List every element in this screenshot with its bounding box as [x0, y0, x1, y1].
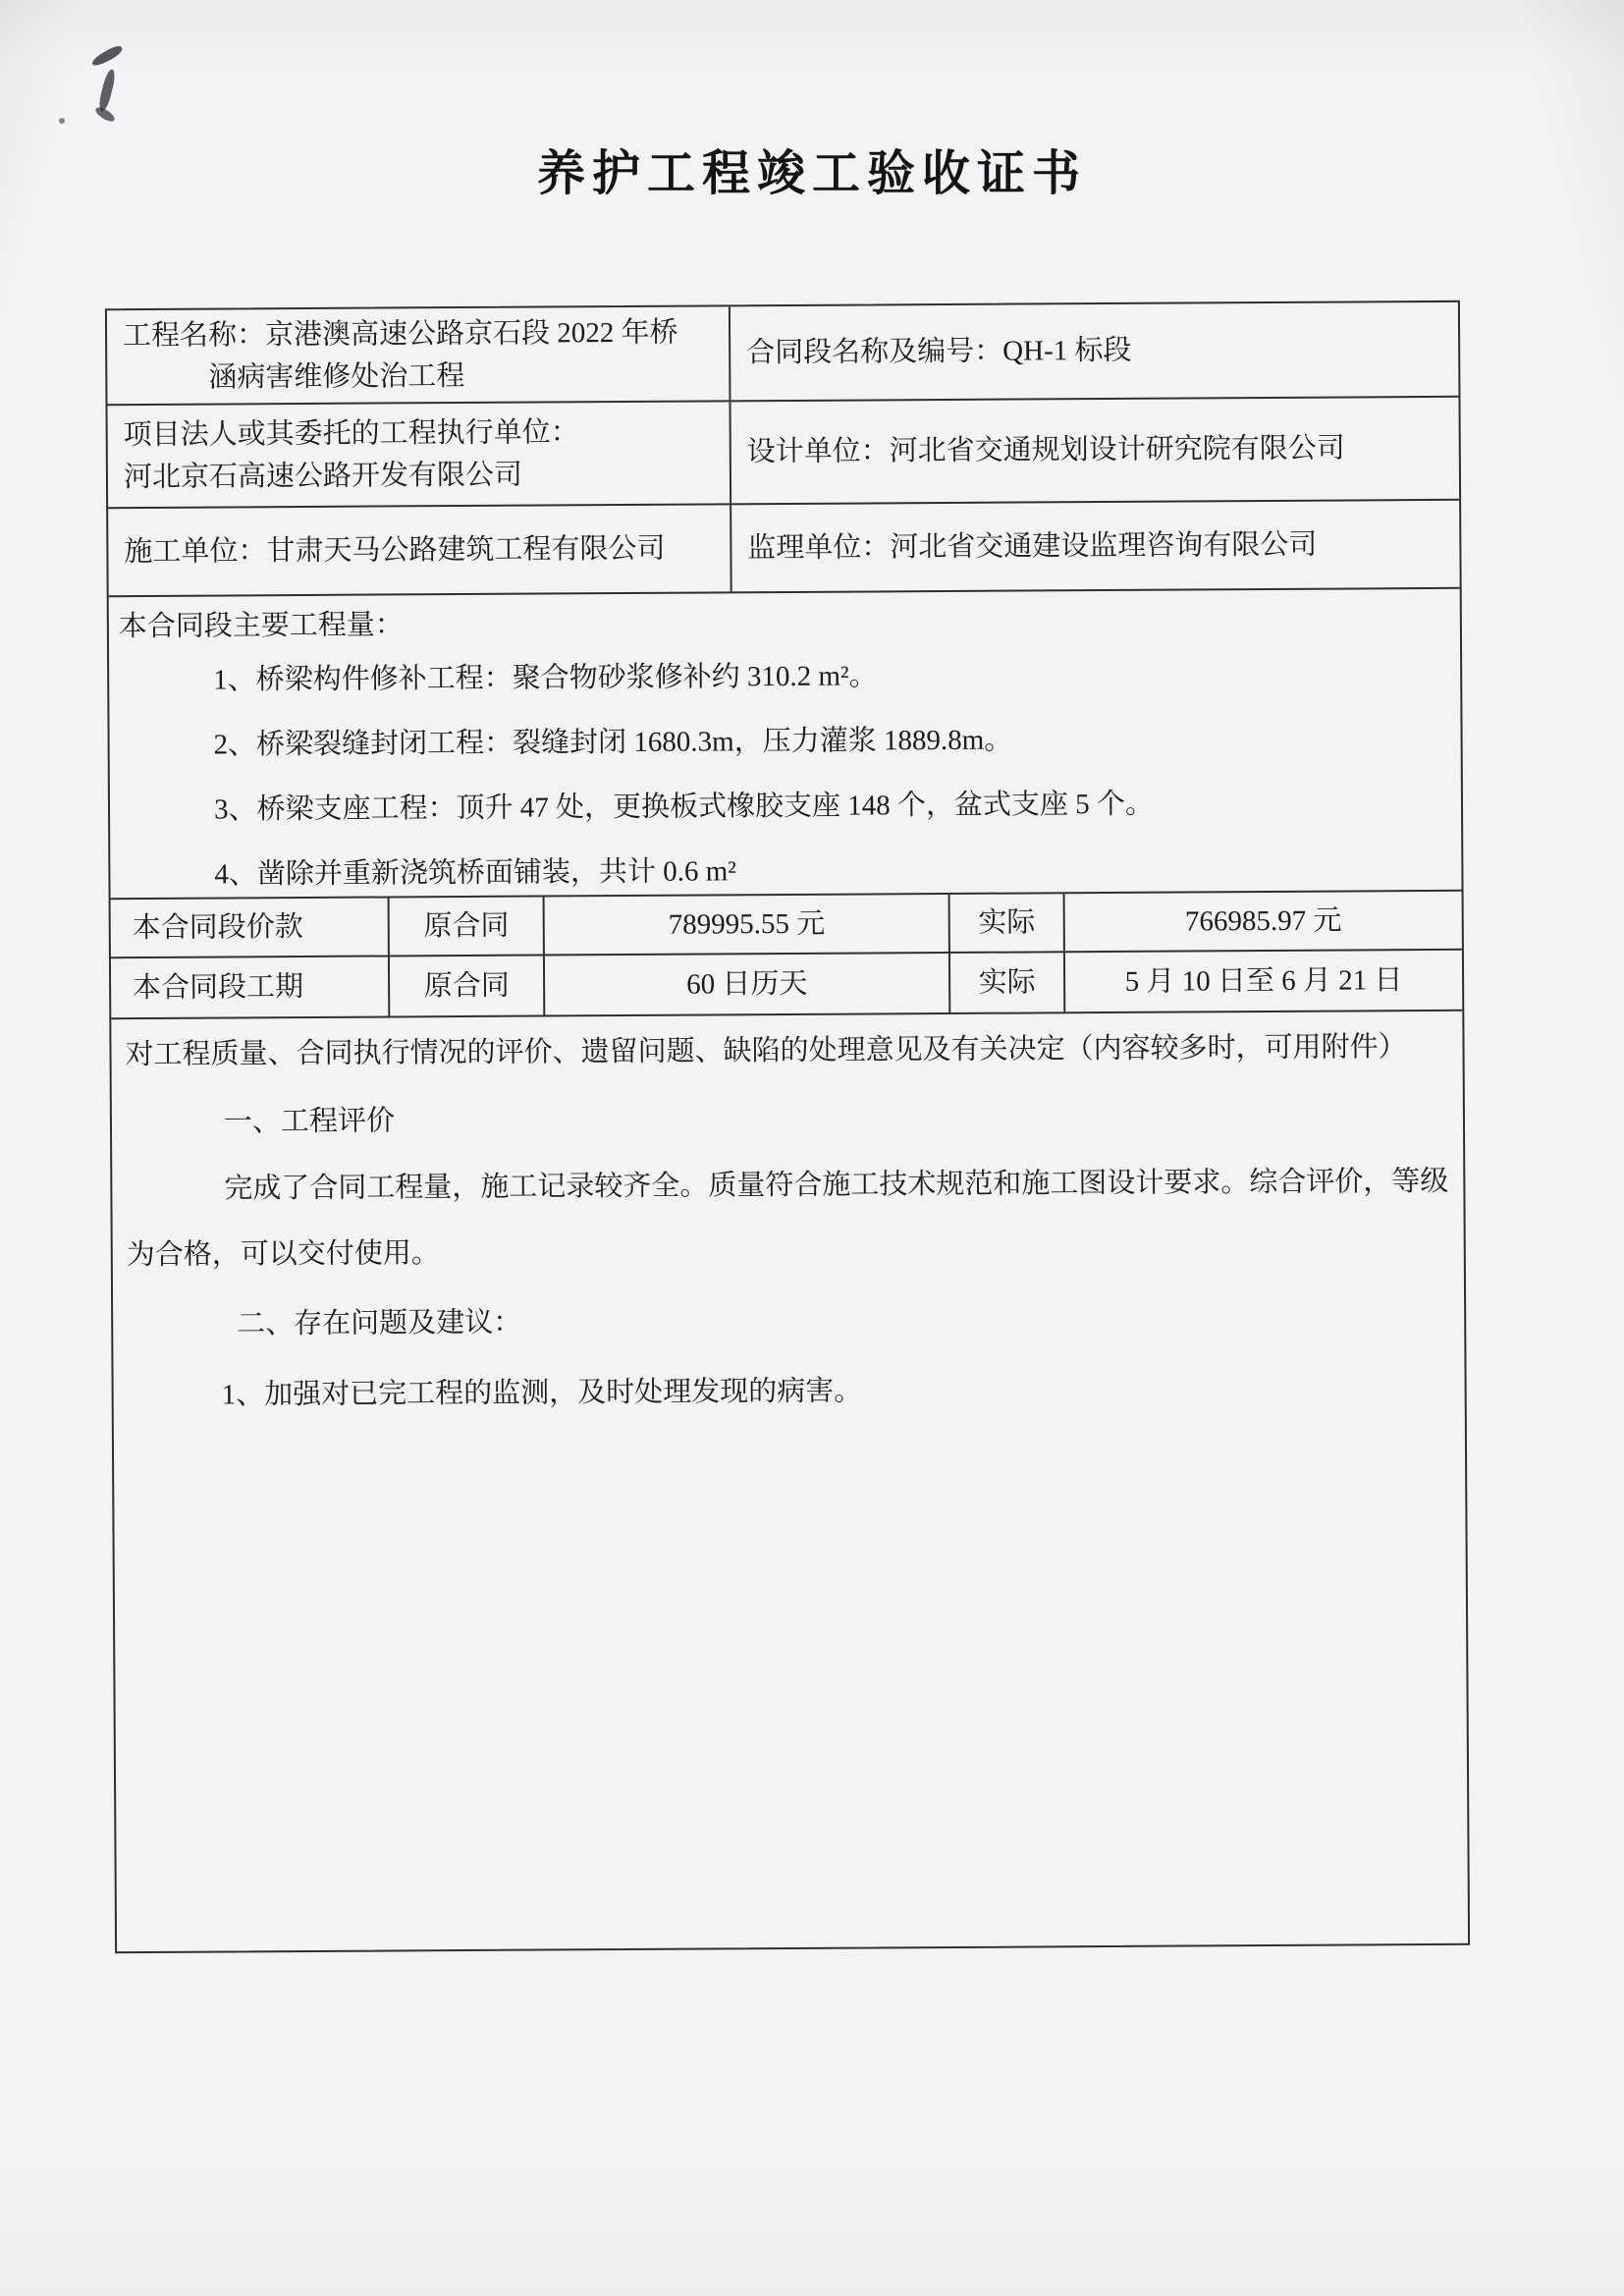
- evaluation-section2-title: 二、存在问题及建议：: [237, 1306, 522, 1340]
- price-actual-label-cell: 实际: [948, 894, 1063, 952]
- price-original-label-cell: 原合同: [388, 898, 544, 956]
- price-original-value-cell: 789995.55 元: [543, 895, 948, 955]
- evaluation-heading: 对工程质量、合同执行情况的评价、遗留问题、缺陷的处理意见及有关决定（内容较多时，可用附件）: [125, 1031, 1407, 1071]
- contract-section-cell: 合同段名称及编号：QH-1 标段: [729, 302, 1459, 401]
- page-title: 养护工程竣工验收证书: [536, 146, 1087, 200]
- price-label-cell: 本合同段价款: [132, 910, 303, 945]
- duration-label-cell: 本合同段工期: [133, 970, 304, 1005]
- supervision-unit-cell: 监理单位：河北省交通建设监理咨询有限公司: [730, 501, 1460, 592]
- quantity-item-2: 2、桥梁裂缝封闭工程：裂缝封闭 1680.3m，压力灌浆 1889.8m。: [213, 724, 1013, 761]
- price-actual-value-cell: 766985.97 元: [1063, 892, 1462, 951]
- scan-artifact: [90, 44, 125, 69]
- project-name-cell: 工程名称：京港澳高速公路京石段 2022 年桥 涵病害维修处治工程: [122, 317, 678, 394]
- acceptance-form-table: [105, 301, 1470, 1953]
- scan-artifact: [59, 118, 65, 124]
- quantity-item-4: 4、凿除并重新浇筑桥面铺装，共计 0.6 m²: [214, 855, 737, 891]
- duration-actual-value-cell: 5 月 10 日至 6 月 21 日: [1063, 951, 1462, 1011]
- row-contract-duration: [111, 949, 1462, 1017]
- quantities-heading: 本合同段主要工程量：: [118, 609, 404, 643]
- quantity-item-1: 1、桥梁构件修补工程：聚合物砂浆修补约 310.2 m²。: [213, 660, 878, 696]
- evaluation-section1-body: 完成了合同工程量，施工记录较齐全。质量符合施工技术规范和施工图设计要求。综合评价，等级为合格，可以交付使用。: [126, 1165, 1449, 1272]
- row-main-quantities: [109, 587, 1462, 898]
- duration-actual-label-cell: 实际: [948, 953, 1063, 1012]
- construction-unit-cell: 施工单位：甘肃天马公路建筑工程有限公司: [124, 532, 666, 569]
- row-construction-unit: [108, 499, 1460, 595]
- row-legal-entity: [107, 396, 1459, 507]
- row-project-name: [107, 302, 1459, 404]
- evaluation-section1-title: 一、工程评价: [223, 1105, 396, 1138]
- duration-original-value-cell: 60 日历天: [543, 954, 948, 1015]
- design-unit-cell: 设计单位：河北省交通规划设计研究院有限公司: [729, 398, 1459, 504]
- row-contract-price: [111, 890, 1462, 957]
- executing-unit-cell: 项目法人或其委托的工程执行单位： 河北京石高速公路开发有限公司: [123, 416, 579, 493]
- duration-original-label-cell: 原合同: [388, 957, 544, 1016]
- quantity-item-3: 3、桥梁支座工程：顶升 47 处，更换板式橡胶支座 148 个，盆式支座 5 个。: [213, 788, 1155, 826]
- evaluation-section2-item: 1、加强对已完工程的监测，及时处理发现的病害。: [221, 1375, 863, 1411]
- row-evaluation: [111, 1010, 1468, 1955]
- scan-artifact: [97, 68, 117, 112]
